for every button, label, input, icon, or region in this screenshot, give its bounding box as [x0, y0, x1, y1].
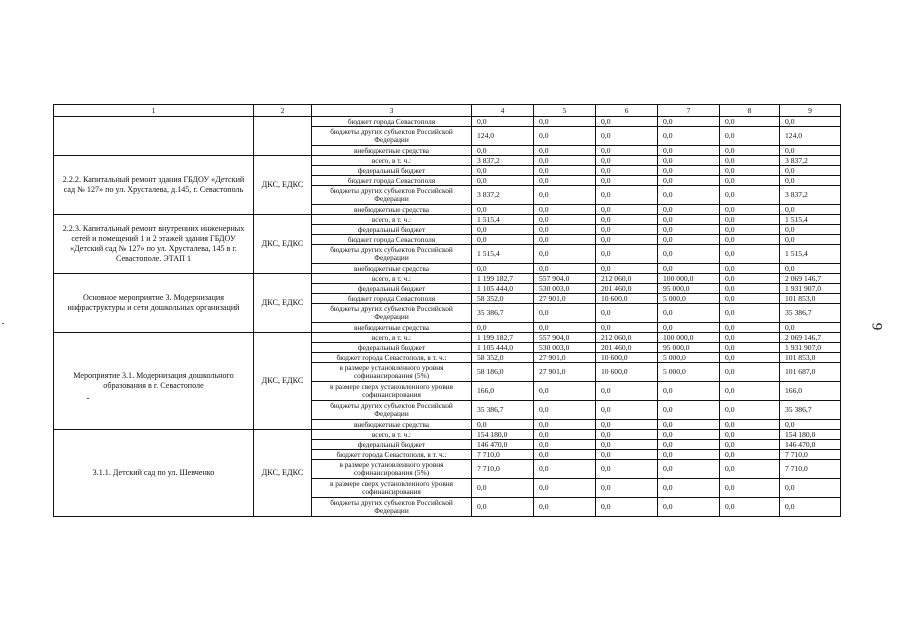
amount-cell: 0,0: [780, 323, 841, 333]
amount-cell: 1 515,4: [780, 245, 841, 264]
amount-cell: 0,0: [534, 323, 596, 333]
column-number: 4: [472, 105, 534, 117]
amount-cell: 58 352,0: [472, 353, 534, 363]
funding-source-cell: всего, в т. ч.:: [312, 215, 472, 225]
amount-cell: 0,0: [596, 401, 658, 420]
amount-cell: 0,0: [534, 166, 596, 176]
amount-cell: 10 600,0: [596, 294, 658, 304]
amount-cell: 0,0: [780, 479, 841, 498]
amount-cell: 0,0: [596, 186, 658, 205]
amount-cell: 0,0: [658, 264, 720, 274]
amount-cell: 0,0: [472, 264, 534, 274]
amount-cell: 1 199 182,7: [472, 274, 534, 284]
amount-cell: 0,0: [780, 498, 841, 517]
amount-cell: 0,0: [780, 235, 841, 245]
amount-cell: 2 069 146,7: [780, 333, 841, 343]
amount-cell: 154 180,0: [472, 430, 534, 440]
amount-cell: 201 460,0: [596, 343, 658, 353]
column-number: 2: [254, 105, 312, 117]
amount-cell: 0,0: [472, 498, 534, 517]
amount-cell: 7 710,0: [472, 460, 534, 479]
amount-cell: 0,0: [658, 176, 720, 186]
amount-cell: 0,0: [658, 304, 720, 323]
funding-source-cell: федеральный бюджет: [312, 225, 472, 235]
amount-cell: 35 386,7: [780, 401, 841, 420]
amount-cell: 0,0: [720, 430, 780, 440]
funding-source-cell: в размере установленного уровня софинансирования (5%): [312, 460, 472, 479]
funding-source-cell: бюджет города Севастополя: [312, 294, 472, 304]
funding-source-cell: федеральный бюджет: [312, 166, 472, 176]
amount-cell: 3 837,2: [780, 156, 841, 166]
table-row: [54, 430, 841, 440]
amount-cell: 0,0: [472, 225, 534, 235]
amount-cell: 0,0: [596, 215, 658, 225]
amount-cell: 101 687,0: [780, 363, 841, 382]
amount-cell: 0,0: [658, 186, 720, 205]
amount-cell: 0,0: [596, 430, 658, 440]
amount-cell: 0,0: [658, 460, 720, 479]
amount-cell: 201 460,0: [596, 284, 658, 294]
amount-cell: 0,0: [472, 166, 534, 176]
table-body: [54, 117, 841, 517]
amount-cell: 0,0: [720, 382, 780, 401]
amount-cell: 0,0: [720, 323, 780, 333]
amount-cell: 58 352,0: [472, 294, 534, 304]
column-number: 3: [312, 105, 472, 117]
amount-cell: 0,0: [596, 450, 658, 460]
amount-cell: 0,0: [780, 420, 841, 430]
amount-cell: 95 000,0: [658, 284, 720, 294]
activity-name-cell: 2.2.3. Капитальный ремонт внутренних инженерных сетей и помещений 1 и 2 этажей здания ГБДОУ «Детский сад № 127» по ул. Хрусталева, 145 в г. Севастополе. ЭТАП 1: [54, 215, 254, 274]
amount-cell: 95 000,0: [658, 343, 720, 353]
amount-cell: 0,0: [780, 176, 841, 186]
amount-cell: 35 386,7: [472, 304, 534, 323]
activity-name-cell: 2.2.2. Капитальный ремонт здания ГБДОУ «Детский сад № 127» по ул. Хрусталева, д.145, г. Севастополь: [54, 156, 254, 215]
amount-cell: 0,0: [720, 363, 780, 382]
amount-cell: 101 853,0: [780, 294, 841, 304]
amount-cell: 0,0: [780, 205, 841, 215]
amount-cell: 35 386,7: [780, 304, 841, 323]
executor-cell: ДКС, ЕДКС: [254, 333, 312, 430]
amount-cell: 0,0: [596, 420, 658, 430]
amount-cell: 0,0: [658, 215, 720, 225]
amount-cell: 100 000,0: [658, 333, 720, 343]
column-number: 5: [534, 105, 596, 117]
amount-cell: 0,0: [720, 156, 780, 166]
amount-cell: 0,0: [720, 440, 780, 450]
amount-cell: 0,0: [658, 382, 720, 401]
funding-source-cell: бюджет города Севастополя, в т. ч.:: [312, 353, 472, 363]
amount-cell: 0,0: [534, 430, 596, 440]
amount-cell: 1 515,4: [472, 215, 534, 225]
amount-cell: 0,0: [720, 401, 780, 420]
funding-source-cell: всего, в т. ч.:: [312, 274, 472, 284]
amount-cell: 0,0: [720, 479, 780, 498]
funding-source-cell: внебюджетные средства: [312, 420, 472, 430]
amount-cell: 0,0: [596, 117, 658, 127]
funding-source-cell: федеральный бюджет: [312, 343, 472, 353]
amount-cell: 557 904,0: [534, 333, 596, 343]
amount-cell: 10 600,0: [596, 353, 658, 363]
amount-cell: 0,0: [596, 127, 658, 146]
amount-cell: 0,0: [534, 186, 596, 205]
amount-cell: 0,0: [534, 460, 596, 479]
funding-source-cell: в размере сверх установленного уровня софинансирования: [312, 382, 472, 401]
funding-source-cell: внебюджетные средства: [312, 264, 472, 274]
funding-source-cell: бюджеты других субъектов Российской Федерации: [312, 304, 472, 323]
amount-cell: 0,0: [780, 264, 841, 274]
page-number: 9: [868, 322, 885, 331]
table-row: [54, 156, 841, 166]
amount-cell: 5 000,0: [658, 294, 720, 304]
amount-cell: 7 710,0: [472, 450, 534, 460]
amount-cell: 1 931 907,0: [780, 284, 841, 294]
amount-cell: 0,0: [534, 235, 596, 245]
amount-cell: 0,0: [720, 225, 780, 235]
amount-cell: 0,0: [780, 225, 841, 235]
amount-cell: 0,0: [720, 353, 780, 363]
amount-cell: 0,0: [720, 235, 780, 245]
amount-cell: 27 901,0: [534, 294, 596, 304]
funding-source-cell: бюджеты других субъектов Российской Федерации: [312, 245, 472, 264]
amount-cell: 0,0: [658, 479, 720, 498]
amount-cell: 0,0: [596, 498, 658, 517]
amount-cell: 0,0: [658, 156, 720, 166]
amount-cell: 0,0: [596, 323, 658, 333]
activity-name-cell: [54, 117, 254, 156]
column-number-row: [54, 105, 841, 117]
amount-cell: 35 386,7: [472, 401, 534, 420]
amount-cell: 0,0: [658, 323, 720, 333]
amount-cell: 0,0: [596, 156, 658, 166]
column-number: 1: [54, 105, 254, 117]
column-number: 9: [780, 105, 841, 117]
amount-cell: 0,0: [720, 146, 780, 156]
amount-cell: 0,0: [720, 460, 780, 479]
amount-cell: 0,0: [658, 245, 720, 264]
amount-cell: 0,0: [596, 479, 658, 498]
amount-cell: 0,0: [472, 117, 534, 127]
amount-cell: 166,0: [472, 382, 534, 401]
scan-artifact: [87, 398, 89, 399]
amount-cell: 100 000,0: [658, 274, 720, 284]
funding-source-cell: бюджет города Севастополя: [312, 176, 472, 186]
amount-cell: 0,0: [534, 450, 596, 460]
funding-source-cell: бюджеты других субъектов Российской Федерации: [312, 186, 472, 205]
amount-cell: 124,0: [780, 127, 841, 146]
funding-source-cell: бюджет города Севастополя, в т. ч.:: [312, 450, 472, 460]
funding-source-cell: бюджеты других субъектов Российской Федерации: [312, 401, 472, 420]
amount-cell: 0,0: [534, 304, 596, 323]
amount-cell: 0,0: [720, 284, 780, 294]
amount-cell: 0,0: [658, 420, 720, 430]
amount-cell: 0,0: [780, 146, 841, 156]
amount-cell: 2 069 146,7: [780, 274, 841, 284]
amount-cell: 0,0: [720, 498, 780, 517]
amount-cell: 0,0: [472, 420, 534, 430]
amount-cell: 557 904,0: [534, 274, 596, 284]
amount-cell: 3 837,2: [472, 156, 534, 166]
executor-cell: ДКС, ЕДКС: [254, 215, 312, 274]
amount-cell: 0,0: [658, 225, 720, 235]
funding-source-cell: внебюджетные средства: [312, 323, 472, 333]
amount-cell: 0,0: [596, 460, 658, 479]
funding-source-cell: всего, в т. ч.:: [312, 156, 472, 166]
activity-name-cell: Основное мероприятие 3. Модернизация инфраструктуры и сети дошкольных организаций: [54, 274, 254, 333]
amount-cell: 0,0: [720, 333, 780, 343]
amount-cell: 0,0: [596, 225, 658, 235]
amount-cell: 1 105 444,0: [472, 284, 534, 294]
amount-cell: 0,0: [720, 166, 780, 176]
amount-cell: 0,0: [472, 176, 534, 186]
amount-cell: 212 060,0: [596, 333, 658, 343]
funding-source-cell: в размере установленного уровня софинансирования (5%): [312, 363, 472, 382]
table-row: [54, 215, 841, 225]
amount-cell: 0,0: [658, 205, 720, 215]
funding-source-cell: всего, в т. ч.:: [312, 430, 472, 440]
amount-cell: 3 837,2: [472, 186, 534, 205]
amount-cell: 124,0: [472, 127, 534, 146]
table-row: [54, 274, 841, 284]
amount-cell: 5 000,0: [658, 353, 720, 363]
amount-cell: 27 901,0: [534, 363, 596, 382]
column-number: 6: [596, 105, 658, 117]
amount-cell: 0,0: [534, 127, 596, 146]
funding-source-cell: внебюджетные средства: [312, 146, 472, 156]
amount-cell: 166,0: [780, 382, 841, 401]
funding-source-cell: бюджеты других субъектов Российской Федерации: [312, 498, 472, 517]
amount-cell: 0,0: [720, 264, 780, 274]
amount-cell: 154 180,0: [780, 430, 841, 440]
amount-cell: 0,0: [534, 401, 596, 420]
amount-cell: 0,0: [534, 215, 596, 225]
amount-cell: 0,0: [658, 450, 720, 460]
amount-cell: 0,0: [658, 498, 720, 517]
amount-cell: 5 000,0: [658, 363, 720, 382]
amount-cell: 0,0: [720, 294, 780, 304]
amount-cell: 0,0: [534, 245, 596, 264]
amount-cell: 0,0: [472, 323, 534, 333]
amount-cell: 0,0: [780, 166, 841, 176]
funding-source-cell: всего, в т. ч.:: [312, 333, 472, 343]
amount-cell: 0,0: [596, 166, 658, 176]
amount-cell: 0,0: [596, 205, 658, 215]
funding-source-cell: бюджет города Севастополя: [312, 117, 472, 127]
amount-cell: 0,0: [534, 156, 596, 166]
amount-cell: 0,0: [720, 127, 780, 146]
amount-cell: 0,0: [596, 304, 658, 323]
amount-cell: 0,0: [720, 450, 780, 460]
amount-cell: 0,0: [472, 235, 534, 245]
funding-source-cell: в размере сверх установленного уровня софинансирования: [312, 479, 472, 498]
amount-cell: 0,0: [534, 225, 596, 235]
amount-cell: 0,0: [720, 304, 780, 323]
amount-cell: 7 710,0: [780, 460, 841, 479]
amount-cell: 1 105 444,0: [472, 343, 534, 353]
amount-cell: 1 931 907,0: [780, 343, 841, 353]
amount-cell: 0,0: [596, 382, 658, 401]
amount-cell: 0,0: [658, 146, 720, 156]
amount-cell: 10 600,0: [596, 363, 658, 382]
amount-cell: 0,0: [534, 479, 596, 498]
amount-cell: 58 186,0: [472, 363, 534, 382]
amount-cell: 0,0: [658, 430, 720, 440]
amount-cell: 0,0: [534, 205, 596, 215]
amount-cell: 0,0: [596, 176, 658, 186]
column-number: 7: [658, 105, 720, 117]
amount-cell: 0,0: [596, 264, 658, 274]
amount-cell: 0,0: [720, 176, 780, 186]
amount-cell: 0,0: [534, 264, 596, 274]
amount-cell: 0,0: [596, 146, 658, 156]
amount-cell: 0,0: [534, 440, 596, 450]
financing-table: [53, 104, 841, 517]
amount-cell: 146 470,0: [472, 440, 534, 450]
amount-cell: 0,0: [534, 176, 596, 186]
amount-cell: 1 515,4: [472, 245, 534, 264]
amount-cell: 0,0: [596, 440, 658, 450]
funding-source-cell: внебюджетные средства: [312, 205, 472, 215]
executor-cell: ДКС, ЕДКС: [254, 274, 312, 333]
funding-source-cell: федеральный бюджет: [312, 284, 472, 294]
amount-cell: 0,0: [780, 117, 841, 127]
table-row: [54, 333, 841, 343]
amount-cell: 0,0: [534, 382, 596, 401]
amount-cell: 0,0: [720, 215, 780, 225]
amount-cell: 0,0: [658, 127, 720, 146]
amount-cell: 0,0: [534, 420, 596, 430]
amount-cell: 0,0: [720, 274, 780, 284]
executor-cell: [254, 117, 312, 156]
scan-artifact: [2, 323, 4, 324]
amount-cell: 0,0: [472, 479, 534, 498]
table-row: [54, 117, 841, 127]
funding-source-cell: бюджеты других субъектов Российской Федерации: [312, 127, 472, 146]
amount-cell: 0,0: [534, 498, 596, 517]
amount-cell: 0,0: [596, 235, 658, 245]
amount-cell: 0,0: [472, 146, 534, 156]
amount-cell: 0,0: [720, 420, 780, 430]
amount-cell: 0,0: [658, 117, 720, 127]
amount-cell: 530 003,0: [534, 284, 596, 294]
amount-cell: 0,0: [720, 343, 780, 353]
amount-cell: 0,0: [658, 401, 720, 420]
amount-cell: 0,0: [534, 146, 596, 156]
amount-cell: 7 710,0: [780, 450, 841, 460]
activity-name-cell: 3.1.1. Детский сад по ул. Шевченко: [54, 430, 254, 517]
amount-cell: 530 003,0: [534, 343, 596, 353]
amount-cell: 0,0: [596, 245, 658, 264]
amount-cell: 0,0: [534, 117, 596, 127]
amount-cell: 1 515,4: [780, 215, 841, 225]
amount-cell: 0,0: [720, 205, 780, 215]
amount-cell: 0,0: [658, 166, 720, 176]
amount-cell: 1 199 182,7: [472, 333, 534, 343]
amount-cell: 0,0: [658, 440, 720, 450]
amount-cell: 101 853,0: [780, 353, 841, 363]
amount-cell: 146 470,0: [780, 440, 841, 450]
amount-cell: 0,0: [658, 235, 720, 245]
amount-cell: 0,0: [720, 186, 780, 205]
amount-cell: 0,0: [720, 245, 780, 264]
amount-cell: 212 060,0: [596, 274, 658, 284]
funding-source-cell: федеральный бюджет: [312, 440, 472, 450]
executor-cell: ДКС, ЕДКС: [254, 430, 312, 517]
executor-cell: ДКС, ЕДКС: [254, 156, 312, 215]
amount-cell: 0,0: [472, 205, 534, 215]
funding-source-cell: бюджет города Севастополя: [312, 235, 472, 245]
amount-cell: 27 901,0: [534, 353, 596, 363]
activity-name-cell: Мероприятие 3.1. Модернизация дошкольного образования в г. Севастополе: [54, 333, 254, 430]
column-number: 8: [720, 105, 780, 117]
amount-cell: 0,0: [720, 117, 780, 127]
amount-cell: 3 837,2: [780, 186, 841, 205]
